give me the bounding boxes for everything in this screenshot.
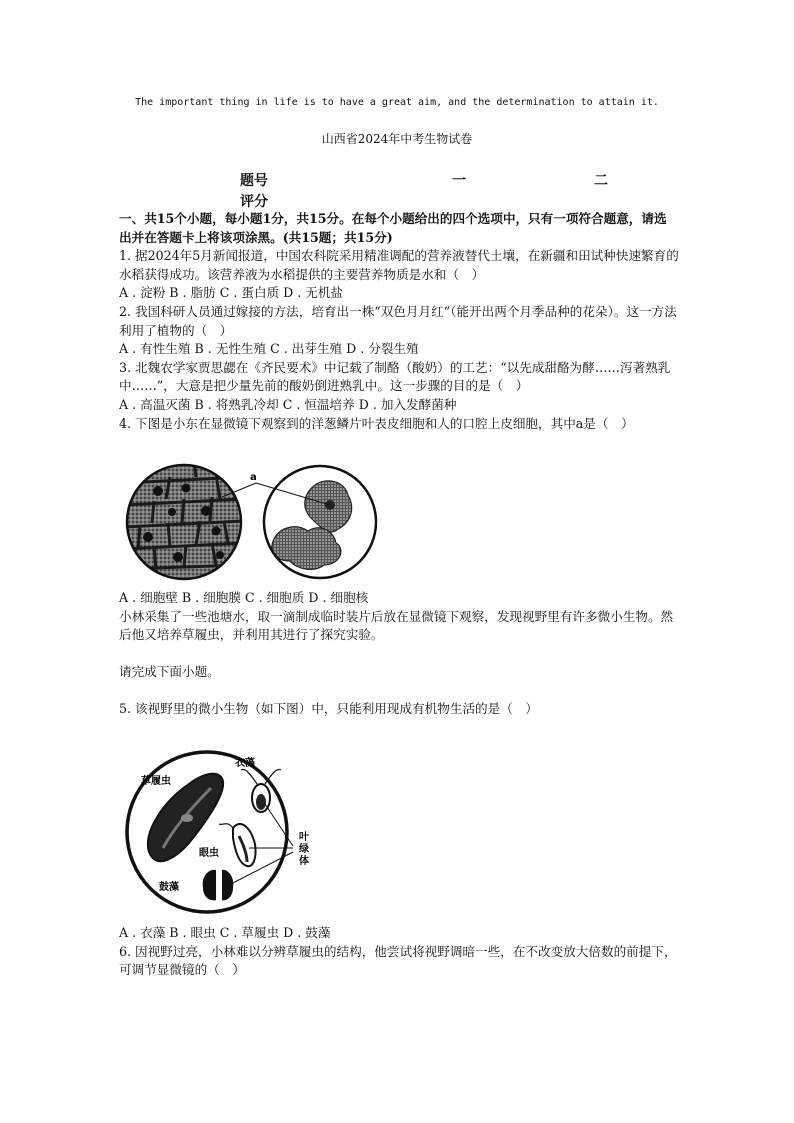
label-desmid: 鼓藻 <box>159 882 179 894</box>
onion-epidermis-cells <box>124 461 244 583</box>
exam-title: 山西省2024年中考生物试卷 <box>321 132 473 146</box>
passage-text: 小林采集了一些池塘水，取一滴制成临时装片后放在显微镜下观察，发现视野里有许多微小生物。然后他又培养草履虫，并利用其进行了探究实验。 <box>119 608 674 643</box>
exam-content <box>119 210 679 980</box>
q5-options: A . 衣藻 B . 眼虫 C . 草履虫 D . 鼓藻 <box>119 925 331 941</box>
microorganism-figure <box>123 740 323 920</box>
desmid-drawing <box>203 868 234 902</box>
motto-line: The important thing in life is to have a great aim, and the determination to attain it. <box>135 97 659 108</box>
q5-stem: 5. 该视野里的微小生物（如下图）中，只能利用现成有机物生活的是（ ） <box>119 700 539 716</box>
score-table-col2: 二 <box>594 173 608 189</box>
q2-stem: 2. 我国科研人员通过嫁接的方法，培育出一株“双色月月红”（能开出两个月季品种的花朵）。这一方法利用了植物的（ ） <box>119 303 677 338</box>
label-a: a <box>250 472 257 484</box>
score-table-col-label: 题号 <box>240 173 268 189</box>
cell-micrograph-figure <box>124 461 384 583</box>
q3-stem: 3. 北魏农学家贾思勰在《齐民要术》中记载了制酪（酸奶）的工艺：“以先成甜酪为酵……泻著熟乳中……”，大意是把少量先前的酸奶倒进熟乳中。这一步骤的目的是（ ） <box>119 359 671 394</box>
q3-options: A . 高温灭菌 B . 将熟乳冷却 C . 恒温培养 D . 加入发酵菌种 <box>119 396 457 412</box>
score-table-row-label: 评分 <box>240 194 268 210</box>
passage-instruction: 请完成下面小题。 <box>119 663 220 679</box>
score-table-col1: 一 <box>452 173 466 189</box>
label-paramecium: 草履虫 <box>141 776 171 788</box>
q4-stem: 4. 下图是小东在显微镜下观察到的洋葱鳞片叶表皮细胞和人的口腔上皮细胞，其中a是（ ） <box>119 415 634 431</box>
q1-stem: 1. 据2024年5月新闻报道，中国农科院采用精准调配的营养液替代土壤，在新疆和田试种快速繁育的水稻获得成功。该营养液为水稻提供的主要营养物质是水和（ ） <box>119 248 679 282</box>
label-euglena: 眼虫 <box>199 848 219 860</box>
label-chloroplast: 叶 绿体 <box>299 832 309 868</box>
cheek-epithelial-cells <box>272 481 352 570</box>
q6-stem: 6. 因视野过亮，小林难以分辨草履虫的结构，他尝试将视野调暗一些，在不改变放大倍数的前提下，可调节显微镜的（ ） <box>119 943 677 978</box>
q2-options: A . 有性生殖 B . 无性生殖 C . 出芽生殖 D . 分裂生殖 <box>119 341 419 357</box>
q1-options: A . 淀粉 B . 脂肪 C . 蛋白质 D . 无机盐 <box>119 285 344 301</box>
section1-heading: 一、共15个小题，每小题1分，共15分。在每个小题给出的四个选项中，只有一项符合题意，请选出并在答题卡上将该项涂黑。(共15题；共15分) <box>119 211 667 245</box>
label-chlamydomonas: 衣藻 <box>235 758 255 770</box>
q4-options: A . 细胞壁 B . 细胞膜 C . 细胞质 D . 细胞核 <box>119 590 369 606</box>
